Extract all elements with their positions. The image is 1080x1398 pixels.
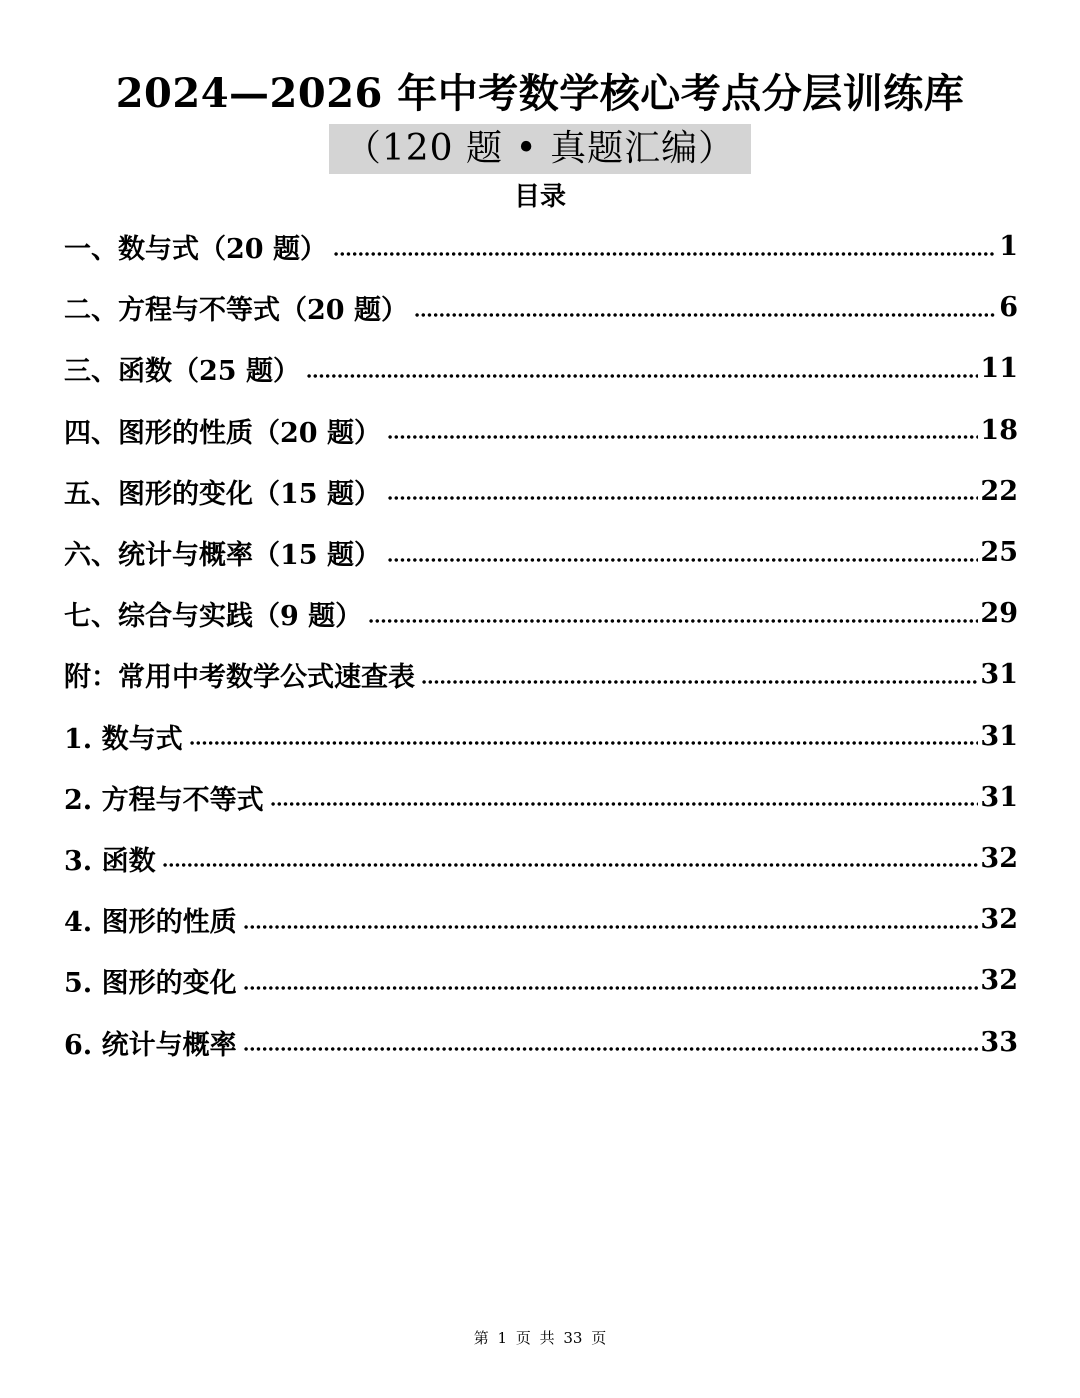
toc-entry-page: 22 [980, 475, 1018, 507]
toc-entry-page: 32 [980, 842, 1018, 874]
toc-dot-leader [243, 1045, 979, 1053]
toc-entry[interactable] [64, 461, 1018, 522]
toc-dot-leader [189, 739, 979, 747]
page-footer: 第 1 页 共 33 页 [473, 1329, 607, 1347]
toc-entry-page: 25 [980, 537, 1018, 569]
toc-entry-page: 33 [980, 1026, 1018, 1058]
toc-entry-label: 5. 图形的变化 [64, 968, 237, 1000]
toc-entry-label: 二、方程与不等式（20 题） [64, 295, 408, 327]
toc-entry-label: 6. 统计与概率 [64, 1029, 237, 1061]
table-of-contents [64, 216, 1018, 1073]
toc-entry-label: 五、图形的变化（15 题） [64, 478, 381, 510]
toc-entry-label: 1. 数与式 [64, 723, 183, 755]
toc-entry-label: 附：常用中考数学公式速查表 [64, 662, 415, 694]
toc-entry-page: 6 [999, 292, 1018, 324]
toc-heading: 目录 [513, 182, 566, 212]
toc-dot-leader [421, 678, 978, 686]
toc-entry-label: 三、函数（25 题） [64, 356, 300, 388]
subtitle-container [0, 124, 1080, 174]
toc-entry-page: 31 [980, 781, 1018, 813]
toc-entry[interactable] [64, 828, 1018, 889]
toc-entry-page: 31 [980, 720, 1018, 752]
toc-entry[interactable] [64, 522, 1018, 583]
toc-entry[interactable] [64, 767, 1018, 828]
toc-entry-page: 31 [980, 659, 1018, 691]
toc-dot-leader [414, 311, 996, 319]
toc-dot-leader [243, 923, 979, 931]
toc-dot-leader [387, 494, 978, 502]
toc-entry[interactable] [64, 1011, 1018, 1072]
toc-entry[interactable] [64, 706, 1018, 767]
toc-dot-leader [333, 250, 996, 258]
toc-entry-label: 四、图形的性质（20 题） [64, 417, 381, 449]
toc-entry-page: 29 [980, 598, 1018, 630]
toc-entry[interactable] [64, 889, 1018, 950]
toc-dot-leader [368, 617, 978, 625]
toc-entry-label: 3. 函数 [64, 845, 156, 877]
toc-entry[interactable] [64, 338, 1018, 399]
toc-entry-page: 1 [999, 231, 1018, 263]
toc-dot-leader [387, 556, 978, 564]
toc-entry[interactable] [64, 216, 1018, 277]
document-title: 2024—2026 年中考数学核心考点分层训练库 [115, 70, 965, 117]
toc-entry-page: 32 [980, 965, 1018, 997]
toc-dot-leader [162, 861, 979, 869]
toc-entry[interactable] [64, 583, 1018, 644]
toc-entry-page: 32 [980, 904, 1018, 936]
toc-entry[interactable] [64, 400, 1018, 461]
toc-entry[interactable] [64, 950, 1018, 1011]
toc-dot-leader [270, 800, 979, 808]
toc-entry-page: 11 [980, 353, 1018, 385]
toc-dot-leader [243, 984, 979, 992]
toc-entry[interactable] [64, 644, 1018, 705]
toc-entry-label: 六、统计与概率（15 题） [64, 540, 381, 572]
document-subtitle: （120 题 • 真题汇编） [329, 124, 751, 174]
toc-entry-label: 2. 方程与不等式 [64, 784, 264, 816]
toc-dot-leader [387, 433, 978, 441]
toc-entry[interactable] [64, 277, 1018, 338]
toc-entry-label: 4. 图形的性质 [64, 907, 237, 939]
toc-entry-label: 一、数与式（20 题） [64, 234, 327, 266]
toc-entry-label: 七、综合与实践（9 题） [64, 601, 363, 633]
toc-dot-leader [306, 372, 978, 380]
toc-entry-page: 18 [980, 414, 1018, 446]
